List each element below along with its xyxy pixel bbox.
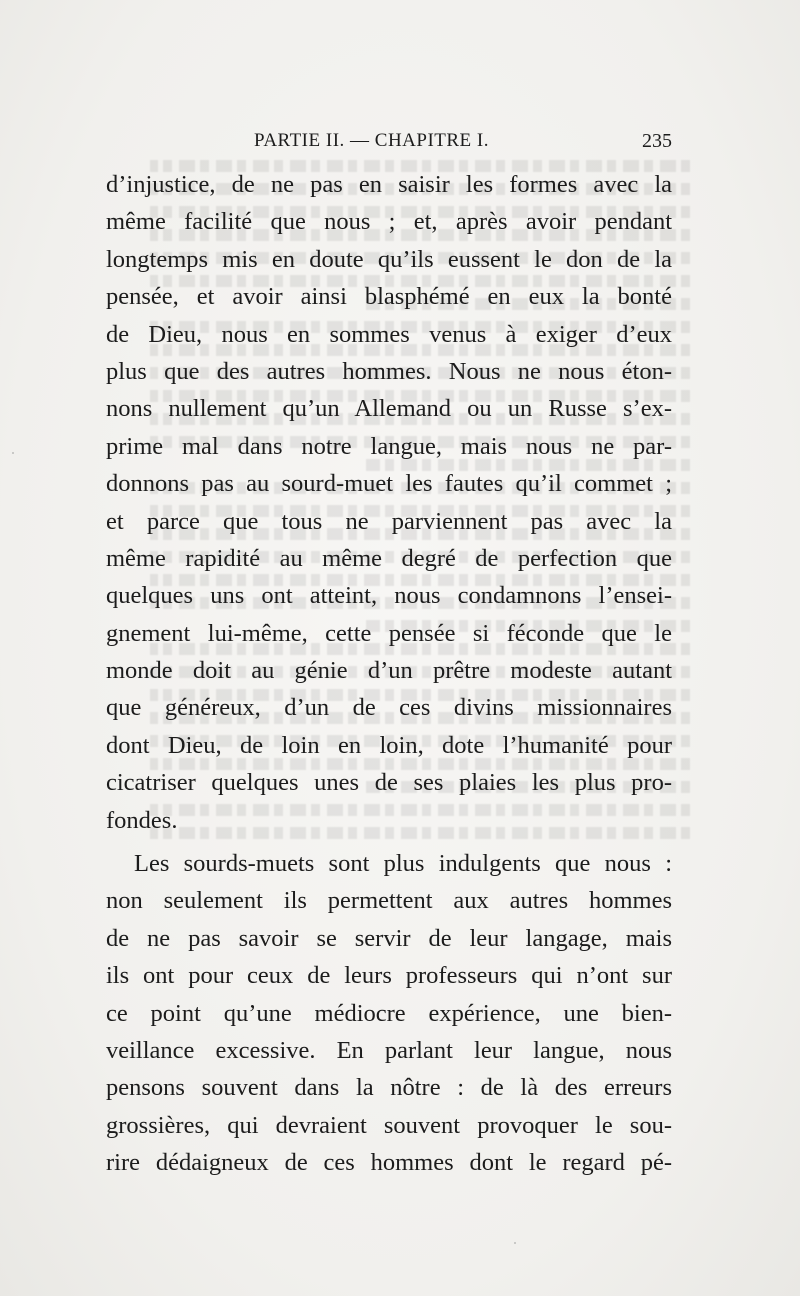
text-line: monde doit au génie d’un prêtre modeste autant xyxy=(106,657,672,685)
text-line: même rapidité au même degré de perfection que xyxy=(106,544,672,572)
text-line: de ne pas savoir se servir de leur langage, mais xyxy=(106,924,672,952)
page-header xyxy=(106,128,672,160)
text-line: grossières, qui devraient souvent provoquer le sou- xyxy=(106,1111,672,1139)
body-text xyxy=(106,166,672,1182)
text-line: veillance excessive. En parlant leur langue, nous xyxy=(106,1036,672,1064)
text-line: Les sourds-muets sont plus indulgents que nous : xyxy=(134,850,672,878)
paper-speck xyxy=(12,452,14,454)
text-line: gnement lui-même, cette pensée si féconde que le xyxy=(106,619,672,647)
text-line: fondes. xyxy=(106,806,178,834)
text-line: donnons pas au sourd-muet les fautes qu’il commet ; xyxy=(106,470,672,498)
text-line: pensée, et avoir ainsi blasphémé en eux la bonté xyxy=(106,283,672,311)
text-line: rire dédaigneux de ces hommes dont le regard pé- xyxy=(106,1149,672,1177)
text-line: dont Dieu, de loin en loin, dote l’humanité pour xyxy=(106,731,672,759)
text-line: pensons souvent dans la nôtre : de là des erreurs xyxy=(106,1074,672,1102)
paragraph xyxy=(106,166,672,839)
text-line: même facilité que nous ; et, après avoir pendant xyxy=(106,208,672,236)
running-head: PARTIE II. — CHAPITRE I. xyxy=(254,130,489,151)
text-line: et parce que tous ne parviennent pas avec la xyxy=(106,507,672,535)
text-line: prime mal dans notre langue, mais nous ne par- xyxy=(106,432,672,460)
text-line: non seulement ils permettent aux autres hommes xyxy=(106,887,672,915)
paper-speck xyxy=(514,1242,516,1244)
text-line: de Dieu, nous en sommes venus à exiger d’eux xyxy=(106,320,672,348)
text-line: quelques uns ont atteint, nous condamnons l’ensei- xyxy=(106,582,672,610)
text-line: ils ont pour ceux de leurs professeurs qui n’ont sur xyxy=(106,962,672,990)
text-line: cicatriser quelques unes de ses plaies les plus pro- xyxy=(106,769,672,797)
text-line: plus que des autres hommes. Nous ne nous éton- xyxy=(106,357,672,385)
text-line: d’injustice, de ne pas en saisir les formes avec la xyxy=(106,171,672,198)
text-line: que généreux, d’un de ces divins missionnaires xyxy=(106,694,672,722)
page-number: 235 xyxy=(642,130,672,152)
paragraph xyxy=(106,845,672,1182)
text-line: nons nullement qu’un Allemand ou un Russe s’ex- xyxy=(106,395,672,423)
text-line: ce point qu’une médiocre expérience, une bien- xyxy=(106,999,672,1027)
text-line: longtemps mis en doute qu’ils eussent le don de la xyxy=(106,245,672,273)
